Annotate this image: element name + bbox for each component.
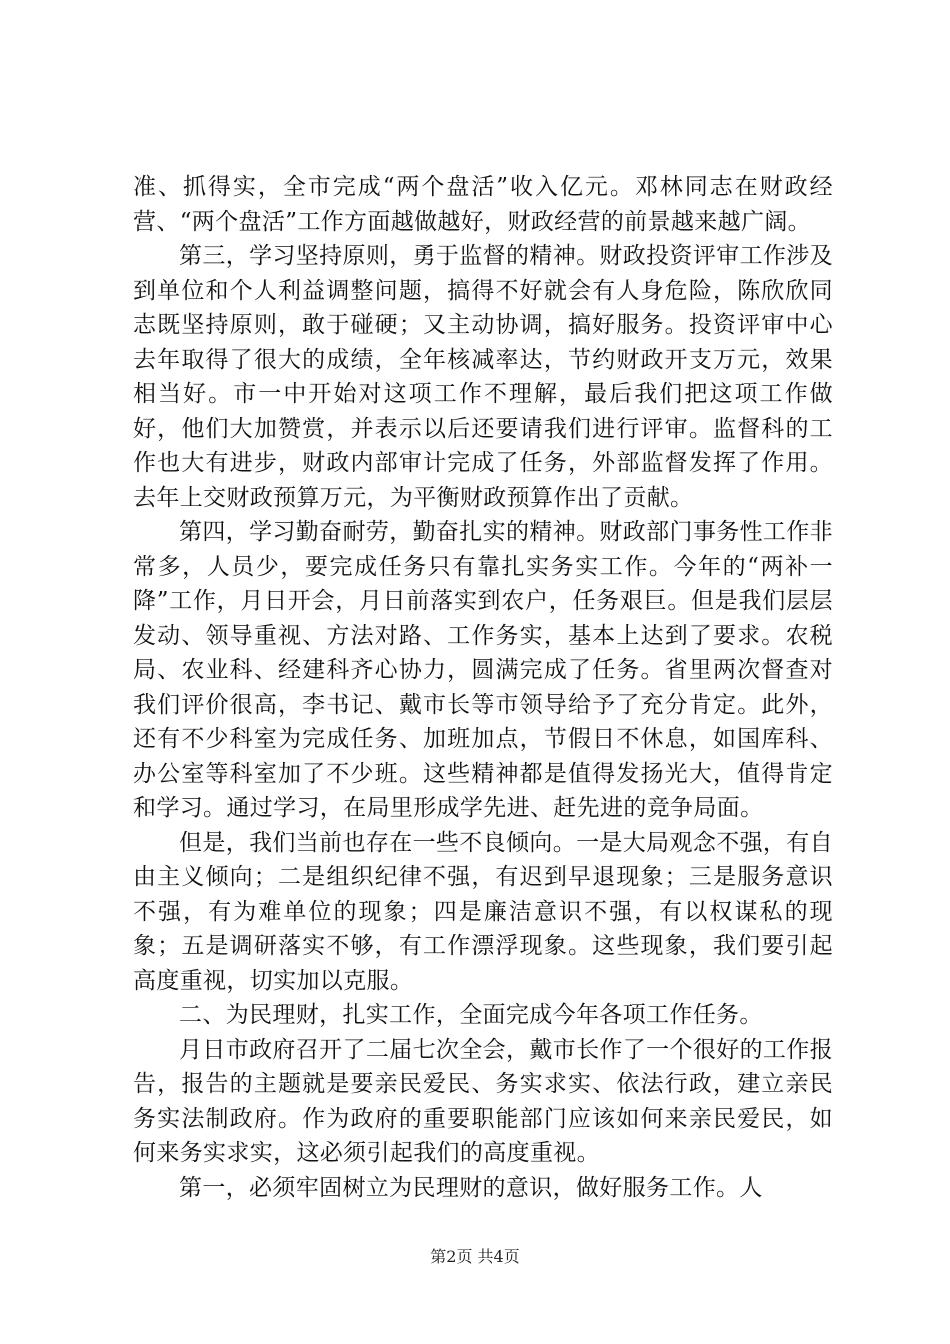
paragraph-first-point: 第一，必须牢固树立为民理财的意识，做好服务工作。人: [179, 1174, 763, 1201]
page-footer: 第2页 共4页: [430, 1247, 520, 1266]
paragraph-fourth-point: 第四，学习勤奋耐劳，勤奋扎实的精神。财政部门事务性工作非常多，人员少，要完成任务只有靠扎实务实工作。今年的“两补一降”工作，月日开会，月日前落实到农户，任务艰巨。但是我们层层发动、领导重视、方法对路、工作务实，基本上达到了要求。农税局、农业科、经建科齐心协力，圆满完成了任务。省里两次督查对我们评价很高，李书记、戴市长等市领导给予了充分肯定。此外，还有不少科室为完成任务、加班加点，节假日不休息，如国库科、办公室等科室加了不少班。这些精神都是值得发扬光大，值得肯定和学习。通过学习，在局里形成学先进、赶先进的竞争局面。: [133, 519, 833, 821]
paragraph-third-point: 第三，学习坚持原则，勇于监督的精神。财政投资评审工作涉及到单位和个人利益调整问题，搞得不好就会有人身危险，陈欣欣同志既坚持原则，敢于碰硬；又主动协调，搞好服务。投资评审中心去年取得了很大的成绩，全年核减率达，节约财政开支万元，效果相当好。市一中开始对这项工作不理解，最后我们把这项工作做好，他们大加赞赏，并表示以后还要请我们进行评审。监督科的工作也大有进步，财政内部审计完成了任务，外部监督发挥了作用。去年上交财政预算万元，为平衡财政预算作出了贡献。: [133, 243, 833, 511]
paragraph-government-meeting: 月日市政府召开了二届七次全会，戴市长作了一个很好的工作报告，报告的主题就是要亲民爱民、务实求实、依法行政，建立亲民务实法制政府。作为政府的重要职能部门应该如何来亲民爱民，如何来务实求实，这必须引起我们的高度重视。: [133, 1036, 833, 1166]
document-body: [133, 170, 833, 1205]
section-heading-two: 二、为民理财，扎实工作，全面完成今年各项工作任务。: [179, 1002, 763, 1028]
paragraph-bad-tendencies: 但是，我们当前也存在一些不良倾向。一是大局观念不强，有自由主义倾向；二是组织纪律不强，有迟到早退现象；三是服务意识不强，有为难单位的现象；四是廉洁意识不强，有以权谋私的现象；五是调研落实不够，有工作漂浮现象。这些现象，我们要引起高度重视，切实加以克服。: [133, 829, 833, 994]
paragraph-continued: 准、抓得实，全市完成“两个盘活”收入亿元。邓林同志在财政经营、“两个盘活”工作方面越做越好，财政经营的前景越来越广阔。: [133, 174, 833, 235]
